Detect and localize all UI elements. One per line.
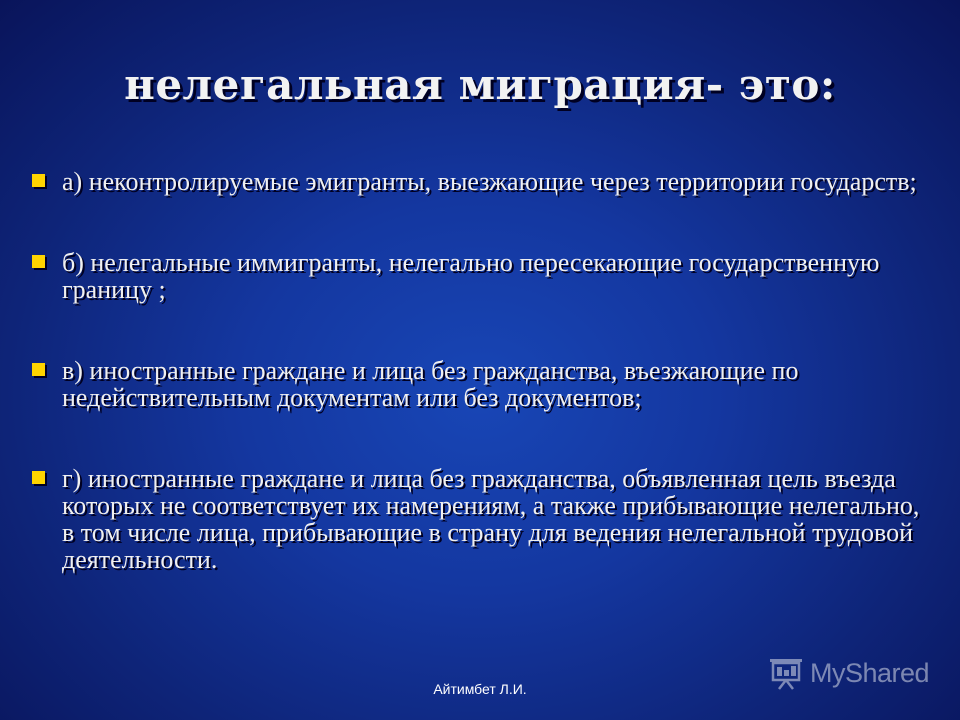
bullet-item bbox=[30, 249, 920, 303]
bullet-text: а) неконтролируемые эмигранты, выезжающие через территории государств; bbox=[62, 167, 917, 196]
bullet-item bbox=[30, 168, 920, 195]
bullet-item bbox=[30, 465, 920, 573]
presentation-screen-icon bbox=[768, 656, 804, 690]
square-bullet-icon bbox=[32, 255, 45, 268]
watermark-logo bbox=[768, 655, 929, 691]
bullet-item bbox=[30, 357, 920, 411]
bullet-text: б) нелегальные иммигранты, нелегально пересекающие государственную границу ; bbox=[62, 248, 880, 304]
author-footer: Айтимбет Л.И. bbox=[433, 681, 527, 697]
slide-title: нелегальная миграция- это: bbox=[124, 60, 836, 109]
square-bullet-icon bbox=[32, 174, 45, 187]
watermark-text: MyShared bbox=[810, 657, 930, 688]
square-bullet-icon bbox=[32, 471, 45, 484]
bullet-text: в) иностранные граждане и лица без гражданства, въезжающие по недействительным документам или без документов; bbox=[62, 356, 799, 412]
square-bullet-icon bbox=[32, 363, 45, 376]
bullet-text: г) иностранные граждане и лица без гражданства, объявленная цель въезда которых не соответствует их намерениям, а также прибывающие нелегально, в том числе лица, прибывающие в страну для ведения нелегальной трудовой деятельности. bbox=[62, 464, 920, 574]
bullet-list bbox=[30, 168, 920, 573]
